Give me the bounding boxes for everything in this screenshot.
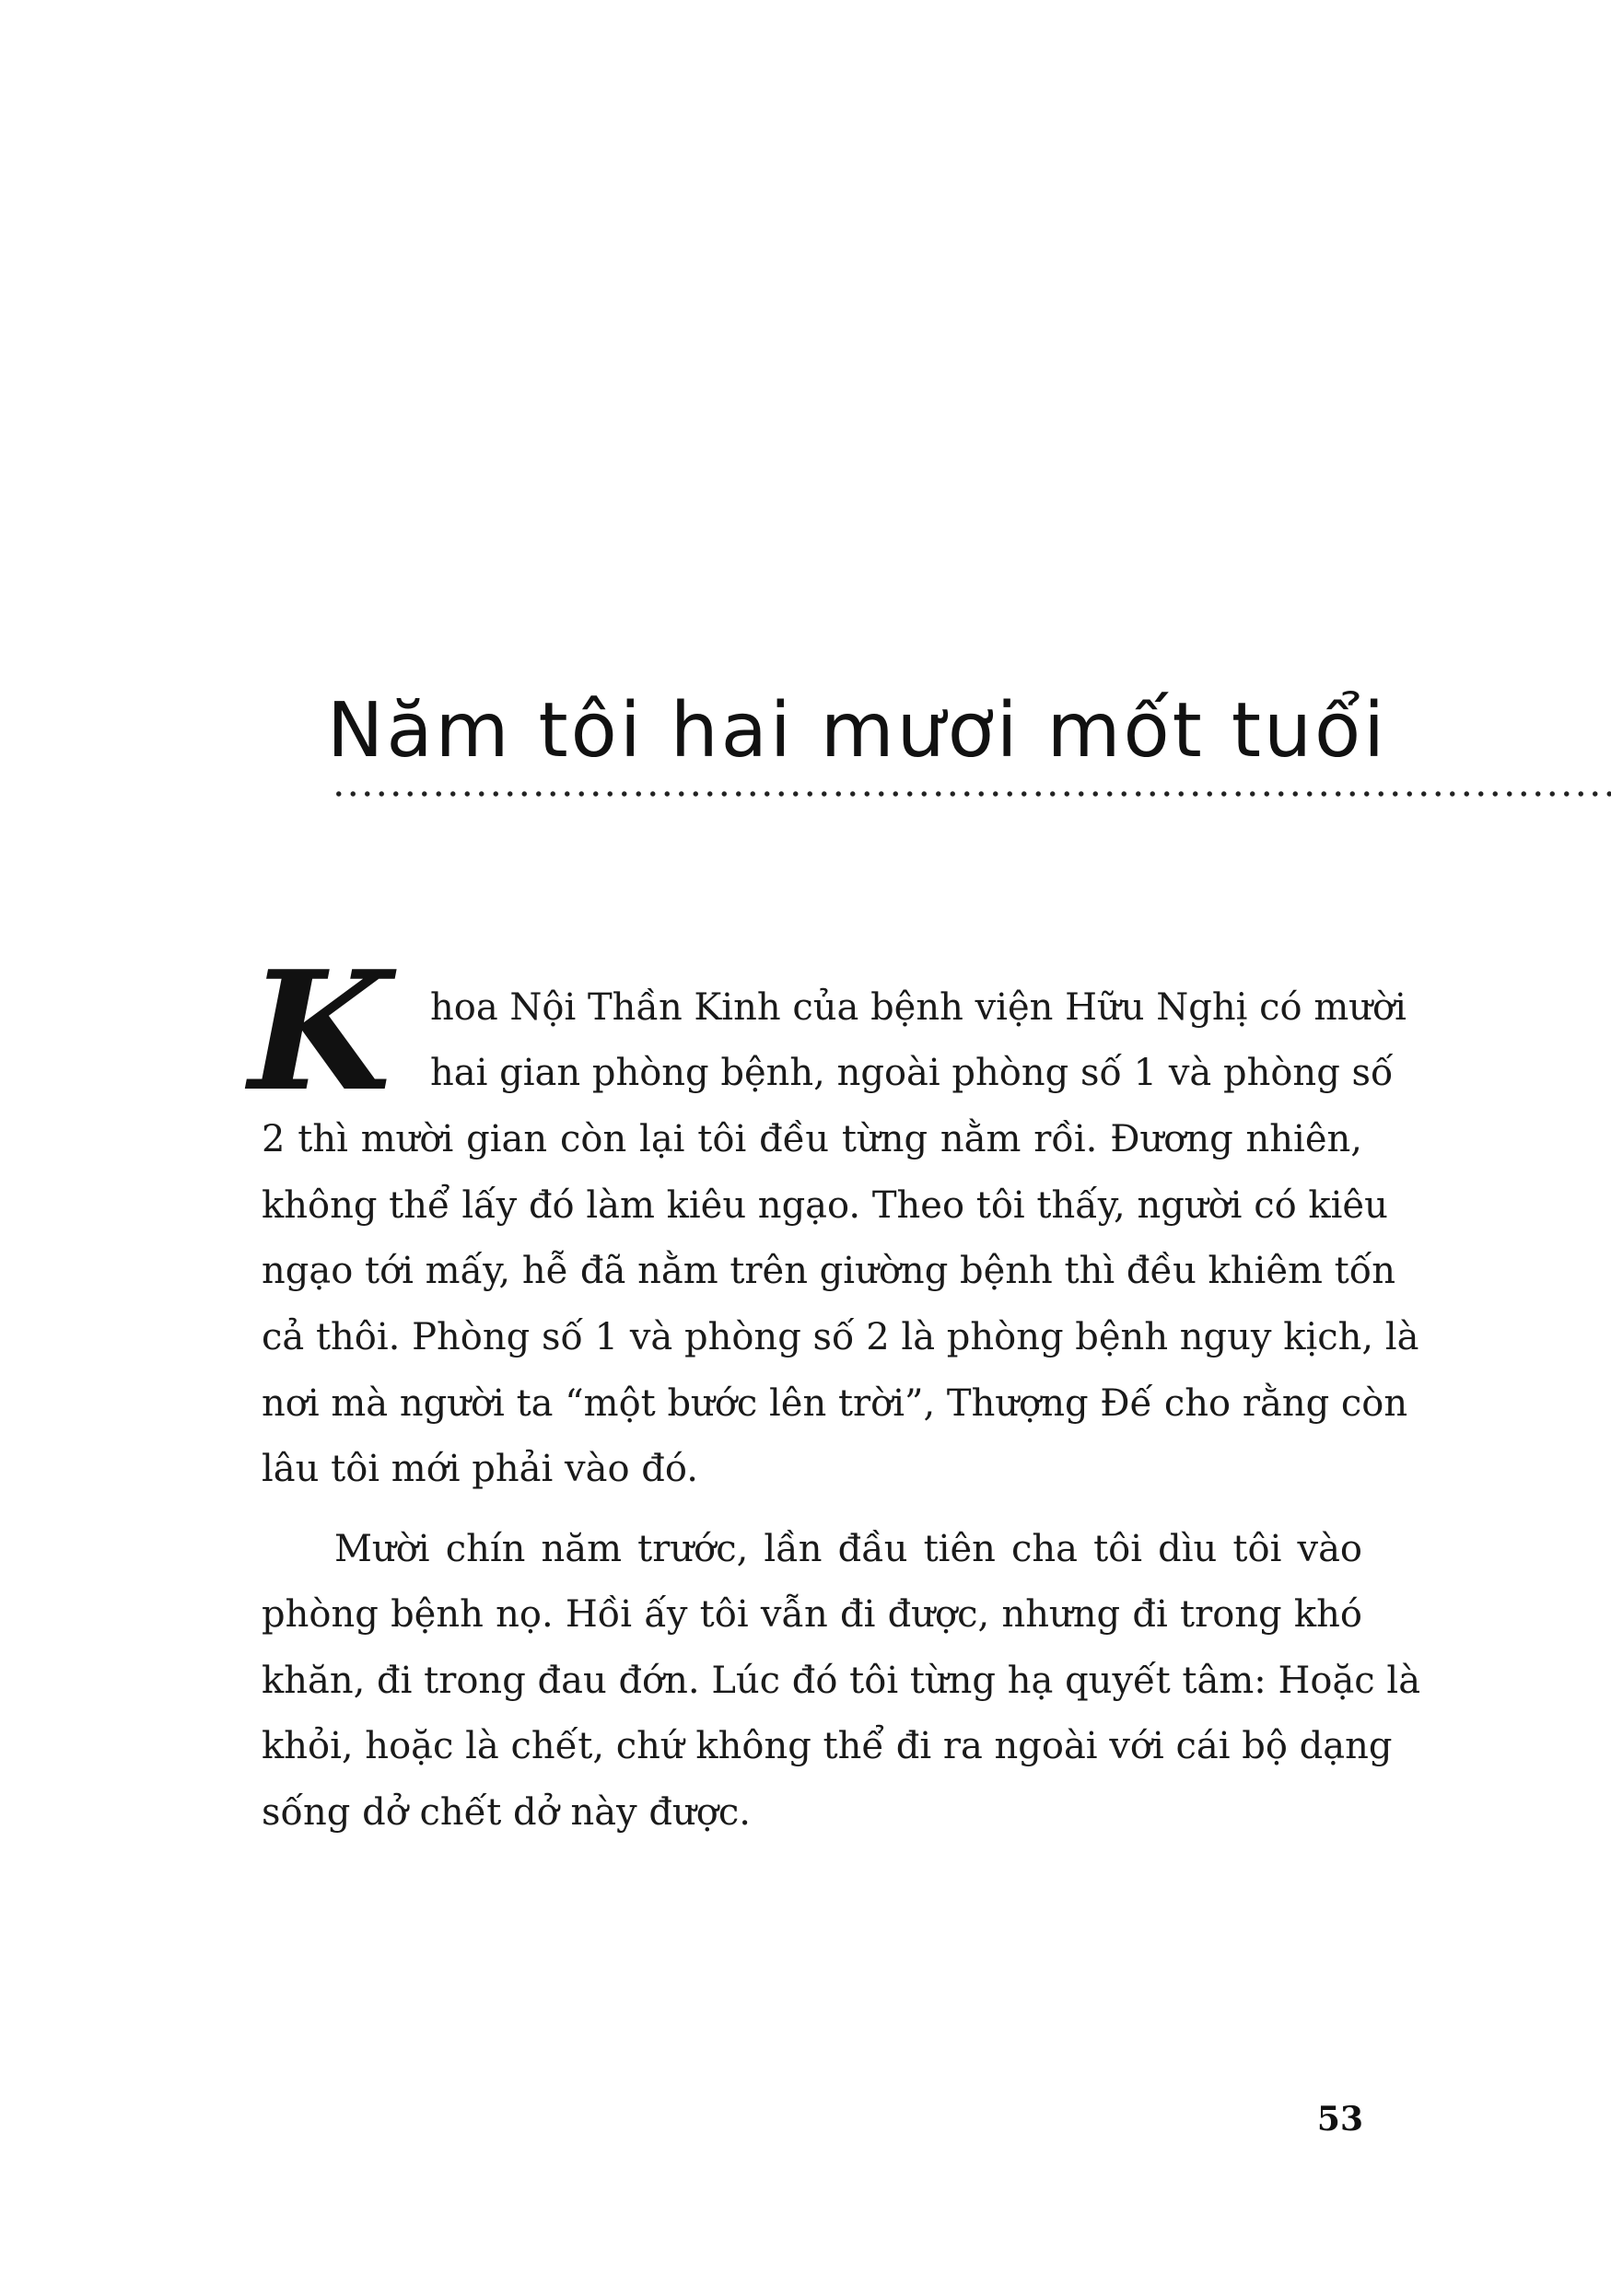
body-text-line: khỏi, hoặc là chết, chứ không thể đi ra ngoài với cái bộ dạng xyxy=(262,1725,1393,1767)
dotted-divider xyxy=(332,790,1611,798)
drop-cap: K xyxy=(249,935,391,1127)
body-text-line: lâu tôi mới phải vào đó. xyxy=(262,1448,698,1490)
body-text-line: khăn, đi trong đau đớn. Lúc đó tôi từng hạ quyết tâm: Hoặc là xyxy=(262,1660,1421,1702)
body-text-line: hoa Nội Thần Kinh của bệnh viện Hữu Nghị có mười xyxy=(430,986,1407,1029)
body-text-line: ngạo tới mấy, hễ đã nằm trên giường bệnh thì đều khiêm tốn xyxy=(262,1250,1395,1292)
body-text-line: hai gian phòng bệnh, ngoài phòng số 1 và phòng số xyxy=(430,1052,1394,1094)
page-number: 53 xyxy=(1316,2100,1363,2139)
body-text-line: 2 thì mười gian còn lại tôi đều từng nằm rồi. Đương nhiên, xyxy=(262,1118,1362,1160)
body-text-line: phòng bệnh nọ. Hồi ấy tôi vẫn đi được, nhưng đi trong khó xyxy=(262,1593,1362,1636)
body-text-line: nơi mà người ta “một bước lên trời”, Thượng Đế cho rằng còn xyxy=(262,1382,1408,1425)
body-text-line: Mười chín năm trước, lần đầu tiên cha tôi dìu tôi vào xyxy=(334,1528,1362,1570)
chapter-title: Năm tôi hai mươi mốt tuổi xyxy=(327,687,1387,775)
body-text-line: sống dở chết dở này được. xyxy=(262,1791,751,1834)
body-text-line: không thể lấy đó làm kiêu ngạo. Theo tôi thấy, người có kiêu xyxy=(262,1184,1388,1227)
body-text-line: cả thôi. Phòng số 1 và phòng số 2 là phòng bệnh nguy kịch, là xyxy=(262,1316,1419,1358)
